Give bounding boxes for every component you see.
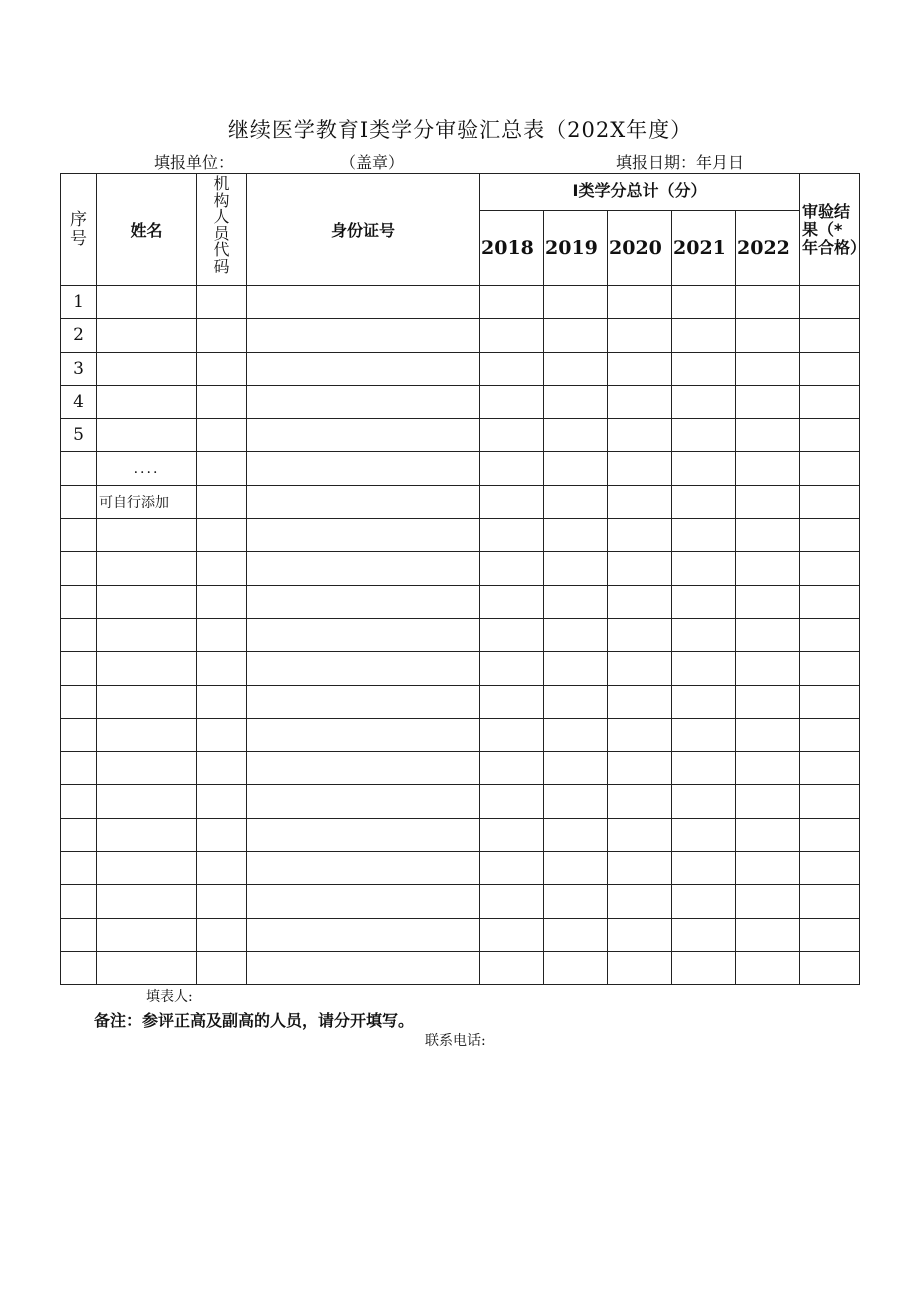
cell-credit-2018[interactable] [480, 385, 544, 418]
cell-seq[interactable] [61, 485, 97, 518]
table-row [61, 652, 860, 685]
cell-seq[interactable] [61, 652, 97, 685]
cell-id-number[interactable] [247, 718, 480, 751]
cell-credit-2020[interactable] [608, 685, 672, 718]
cell-credit-2022[interactable] [736, 585, 800, 618]
cell-result[interactable] [800, 452, 860, 485]
cell-credit-2018[interactable] [480, 352, 544, 385]
cell-credit-2018[interactable] [480, 885, 544, 918]
cell-result[interactable] [800, 885, 860, 918]
cell-seq[interactable] [61, 951, 97, 984]
cell-credit-2022[interactable] [736, 685, 800, 718]
cell-credit-2021[interactable] [672, 918, 736, 951]
cell-name[interactable] [97, 385, 197, 418]
cell-credit-2022[interactable] [736, 319, 800, 352]
cell-credit-2019[interactable] [544, 885, 608, 918]
cell-org-code[interactable] [197, 352, 247, 385]
header-seq: 序号 [61, 174, 97, 286]
cell-id-number[interactable] [247, 286, 480, 319]
cell-seq[interactable]: 4 [61, 385, 97, 418]
cell-seq[interactable] [61, 918, 97, 951]
cell-credit-2020[interactable] [608, 852, 672, 885]
cell-name[interactable] [97, 552, 197, 585]
cell-credit-2022[interactable] [736, 385, 800, 418]
cell-name[interactable] [97, 352, 197, 385]
cell-org-code[interactable] [197, 618, 247, 651]
seal-label: （盖章） [340, 153, 405, 172]
cell-result[interactable] [800, 552, 860, 585]
cell-org-code[interactable] [197, 385, 247, 418]
cell-credit-2021[interactable] [672, 552, 736, 585]
cell-credit-2022[interactable] [736, 918, 800, 951]
cell-credit-2020[interactable] [608, 385, 672, 418]
cell-seq[interactable] [61, 452, 97, 485]
cell-id-number[interactable] [247, 485, 480, 518]
cell-credit-2020[interactable] [608, 951, 672, 984]
cell-credit-2022[interactable] [736, 818, 800, 851]
cell-credit-2021[interactable] [672, 618, 736, 651]
cell-credit-2020[interactable] [608, 918, 672, 951]
table-row [61, 852, 860, 885]
cell-credit-2022[interactable] [736, 718, 800, 751]
cell-seq[interactable] [61, 552, 97, 585]
cell-seq[interactable] [61, 752, 97, 785]
cell-seq[interactable] [61, 852, 97, 885]
cell-id-number[interactable] [247, 951, 480, 984]
cell-seq[interactable] [61, 685, 97, 718]
table-row [61, 452, 860, 485]
cell-seq[interactable] [61, 785, 97, 818]
cell-id-number[interactable] [247, 385, 480, 418]
cell-id-number[interactable] [247, 918, 480, 951]
cell-credit-2021[interactable] [672, 385, 736, 418]
cell-seq[interactable]: 5 [61, 419, 97, 452]
cell-org-code[interactable] [197, 885, 247, 918]
cell-name[interactable] [97, 519, 197, 552]
cell-result[interactable] [800, 785, 860, 818]
page-title: 继续医学教育Ⅰ类学分审验汇总表（202X年度） [227, 118, 693, 142]
table-row [61, 552, 860, 585]
cell-result[interactable] [800, 852, 860, 885]
cell-name[interactable] [97, 419, 197, 452]
cell-credit-2020[interactable] [608, 618, 672, 651]
cell-id-number[interactable] [247, 552, 480, 585]
cell-org-code[interactable] [197, 319, 247, 352]
cell-org-code[interactable] [197, 951, 247, 984]
cell-credit-2018[interactable] [480, 652, 544, 685]
cell-name[interactable] [97, 685, 197, 718]
cell-credit-2018[interactable] [480, 618, 544, 651]
cell-credit-2020[interactable] [608, 419, 672, 452]
cell-result[interactable] [800, 951, 860, 984]
cell-id-number[interactable] [247, 818, 480, 851]
cell-org-code[interactable] [197, 718, 247, 751]
cell-credit-2022[interactable] [736, 618, 800, 651]
cell-name[interactable] [97, 585, 197, 618]
cell-credit-2022[interactable] [736, 852, 800, 885]
cell-id-number[interactable] [247, 885, 480, 918]
header-result: 审验结果（*年合格） [800, 174, 860, 286]
cell-result[interactable] [800, 618, 860, 651]
cell-credit-2020[interactable] [608, 519, 672, 552]
cell-credit-2019[interactable] [544, 918, 608, 951]
cell-org-code[interactable] [197, 918, 247, 951]
cell-result[interactable] [800, 718, 860, 751]
cell-result[interactable] [800, 286, 860, 319]
cell-credit-2022[interactable] [736, 485, 800, 518]
cell-org-code[interactable] [197, 652, 247, 685]
cell-name[interactable] [97, 652, 197, 685]
cell-credit-2020[interactable] [608, 818, 672, 851]
fill-unit-label: 填报单位： [154, 153, 235, 172]
cell-credit-2019[interactable] [544, 752, 608, 785]
header-org-code: 机构人员代码 [197, 174, 247, 286]
cell-result[interactable] [800, 752, 860, 785]
cell-name[interactable] [97, 818, 197, 851]
cell-result[interactable] [800, 685, 860, 718]
table-row [61, 585, 860, 618]
table-row [61, 519, 860, 552]
cell-id-number[interactable] [247, 652, 480, 685]
cell-credit-2018[interactable] [480, 785, 544, 818]
cell-credit-2018[interactable] [480, 818, 544, 851]
cell-credit-2021[interactable] [672, 519, 736, 552]
cell-org-code[interactable] [197, 485, 247, 518]
cell-credit-2020[interactable] [608, 885, 672, 918]
cell-credit-2018[interactable] [480, 951, 544, 984]
cell-credit-2021[interactable] [672, 785, 736, 818]
cell-id-number[interactable] [247, 852, 480, 885]
cell-credit-2019[interactable] [544, 585, 608, 618]
cell-credit-2021[interactable] [672, 852, 736, 885]
cell-credit-2020[interactable] [608, 319, 672, 352]
header-year-2018: 2018 [480, 211, 544, 286]
cell-id-number[interactable] [247, 785, 480, 818]
cell-credit-2020[interactable] [608, 286, 672, 319]
table-row [61, 385, 860, 418]
cell-credit-2020[interactable] [608, 485, 672, 518]
cell-seq[interactable]: 2 [61, 319, 97, 352]
cell-org-code[interactable] [197, 519, 247, 552]
cell-credit-2018[interactable] [480, 485, 544, 518]
cell-credit-2018[interactable] [480, 519, 544, 552]
cell-name[interactable] [97, 319, 197, 352]
cell-credit-2019[interactable] [544, 951, 608, 984]
cell-result[interactable] [800, 519, 860, 552]
phone-label: 联系电话: [425, 1033, 486, 1049]
cell-credit-2022[interactable] [736, 286, 800, 319]
cell-credit-2019[interactable] [544, 818, 608, 851]
cell-credit-2020[interactable] [608, 585, 672, 618]
table-row [61, 951, 860, 984]
cell-seq[interactable] [61, 519, 97, 552]
cell-credit-2018[interactable] [480, 419, 544, 452]
cell-id-number[interactable] [247, 352, 480, 385]
cell-credit-2021[interactable] [672, 652, 736, 685]
cell-credit-2018[interactable] [480, 918, 544, 951]
cell-credit-2019[interactable] [544, 419, 608, 452]
cell-credit-2021[interactable] [672, 452, 736, 485]
cell-credit-2019[interactable] [544, 552, 608, 585]
table-row [61, 685, 860, 718]
cell-name[interactable] [97, 286, 197, 319]
table-row [61, 485, 860, 518]
cell-credit-2018[interactable] [480, 452, 544, 485]
cell-credit-2018[interactable] [480, 852, 544, 885]
header-credit-total: Ⅰ类学分总计（分） [480, 174, 800, 211]
cell-credit-2018[interactable] [480, 319, 544, 352]
cell-credit-2020[interactable] [608, 352, 672, 385]
cell-credit-2018[interactable] [480, 718, 544, 751]
cell-seq[interactable] [61, 585, 97, 618]
cell-credit-2022[interactable] [736, 552, 800, 585]
cell-id-number[interactable] [247, 319, 480, 352]
cell-id-number[interactable] [247, 519, 480, 552]
header-year-2019: 2019 [544, 211, 608, 286]
cell-org-code[interactable] [197, 419, 247, 452]
cell-result[interactable] [800, 918, 860, 951]
cell-seq[interactable] [61, 618, 97, 651]
cell-name[interactable] [97, 785, 197, 818]
cell-credit-2021[interactable] [672, 485, 736, 518]
cell-id-number[interactable] [247, 419, 480, 452]
cell-name[interactable] [97, 885, 197, 918]
cell-credit-2019[interactable] [544, 718, 608, 751]
cell-credit-2021[interactable] [672, 818, 736, 851]
header-id-number: 身份证号 [247, 174, 480, 286]
cell-seq[interactable]: 1 [61, 286, 97, 319]
cell-seq[interactable] [61, 718, 97, 751]
cell-credit-2021[interactable] [672, 685, 736, 718]
header-year-2022: 2022 [736, 211, 800, 286]
cell-credit-2022[interactable] [736, 785, 800, 818]
cell-credit-2019[interactable] [544, 352, 608, 385]
cell-credit-2021[interactable] [672, 752, 736, 785]
cell-credit-2018[interactable] [480, 552, 544, 585]
cell-name[interactable] [97, 951, 197, 984]
table-row [61, 319, 860, 352]
cell-credit-2022[interactable] [736, 352, 800, 385]
cell-credit-2018[interactable] [480, 685, 544, 718]
cell-name[interactable] [97, 752, 197, 785]
cell-credit-2019[interactable] [544, 785, 608, 818]
cell-seq[interactable] [61, 885, 97, 918]
header-year-2021: 2021 [672, 211, 736, 286]
cell-credit-2020[interactable] [608, 552, 672, 585]
cell-credit-2018[interactable] [480, 752, 544, 785]
cell-org-code[interactable] [197, 452, 247, 485]
table-row [61, 785, 860, 818]
cell-credit-2020[interactable] [608, 652, 672, 685]
cell-credit-2018[interactable] [480, 585, 544, 618]
cell-credit-2020[interactable] [608, 718, 672, 751]
cell-credit-2020[interactable] [608, 752, 672, 785]
cell-credit-2021[interactable] [672, 352, 736, 385]
cell-result[interactable] [800, 352, 860, 385]
table-row [61, 752, 860, 785]
cell-org-code[interactable] [197, 286, 247, 319]
cell-credit-2022[interactable] [736, 452, 800, 485]
table-row [61, 419, 860, 452]
cell-result[interactable] [800, 385, 860, 418]
cell-credit-2019[interactable] [544, 452, 608, 485]
cell-credit-2021[interactable] [672, 718, 736, 751]
cell-credit-2022[interactable] [736, 652, 800, 685]
cell-result[interactable] [800, 818, 860, 851]
cell-org-code[interactable] [197, 585, 247, 618]
cell-credit-2020[interactable] [608, 452, 672, 485]
cell-seq[interactable] [61, 818, 97, 851]
table-row [61, 818, 860, 851]
cell-credit-2019[interactable] [544, 485, 608, 518]
fill-date-label: 填报日期：年月日 [616, 153, 745, 172]
cell-credit-2019[interactable] [544, 319, 608, 352]
cell-name[interactable] [97, 618, 197, 651]
header-year-2020: 2020 [608, 211, 672, 286]
cell-credit-2019[interactable] [544, 519, 608, 552]
cell-org-code[interactable] [197, 752, 247, 785]
cell-result[interactable] [800, 485, 860, 518]
cell-org-code[interactable] [197, 552, 247, 585]
cell-org-code[interactable] [197, 785, 247, 818]
cell-credit-2022[interactable] [736, 519, 800, 552]
cell-credit-2021[interactable] [672, 286, 736, 319]
header-name: 姓名 [97, 174, 197, 286]
cell-credit-2022[interactable] [736, 951, 800, 984]
cell-credit-2019[interactable] [544, 852, 608, 885]
cell-name[interactable] [97, 718, 197, 751]
cell-id-number[interactable] [247, 585, 480, 618]
cell-seq[interactable]: 3 [61, 352, 97, 385]
table-row [61, 618, 860, 651]
cell-credit-2019[interactable] [544, 286, 608, 319]
cell-credit-2021[interactable] [672, 419, 736, 452]
cell-result[interactable] [800, 585, 860, 618]
cell-credit-2019[interactable] [544, 685, 608, 718]
remark-note: 备注：参评正高及副高的人员，请分开填写。 [94, 1011, 415, 1030]
cell-credit-2019[interactable] [544, 618, 608, 651]
table-row [61, 352, 860, 385]
cell-credit-2020[interactable] [608, 785, 672, 818]
cell-credit-2022[interactable] [736, 419, 800, 452]
cell-name[interactable] [97, 918, 197, 951]
cell-id-number[interactable] [247, 752, 480, 785]
cell-credit-2022[interactable] [736, 752, 800, 785]
cell-name[interactable]: .... [97, 452, 197, 485]
cell-credit-2021[interactable] [672, 951, 736, 984]
table-row [61, 718, 860, 751]
cell-credit-2021[interactable] [672, 319, 736, 352]
cell-credit-2018[interactable] [480, 286, 544, 319]
table-row [61, 885, 860, 918]
cell-credit-2019[interactable] [544, 385, 608, 418]
filler-label: 填表人: [146, 989, 193, 1005]
cell-id-number[interactable] [247, 618, 480, 651]
cell-name[interactable]: 可自行添加 [97, 485, 197, 518]
cell-result[interactable] [800, 419, 860, 452]
cell-credit-2021[interactable] [672, 585, 736, 618]
cell-result[interactable] [800, 652, 860, 685]
cell-org-code[interactable] [197, 685, 247, 718]
cell-name[interactable] [97, 852, 197, 885]
cell-credit-2019[interactable] [544, 652, 608, 685]
cell-org-code[interactable] [197, 852, 247, 885]
cell-org-code[interactable] [197, 818, 247, 851]
table-row [61, 286, 860, 319]
cell-credit-2022[interactable] [736, 885, 800, 918]
cell-result[interactable] [800, 319, 860, 352]
table-row [61, 918, 860, 951]
credit-summary-table [60, 173, 867, 985]
cell-id-number[interactable] [247, 452, 480, 485]
cell-id-number[interactable] [247, 685, 480, 718]
cell-credit-2021[interactable] [672, 885, 736, 918]
